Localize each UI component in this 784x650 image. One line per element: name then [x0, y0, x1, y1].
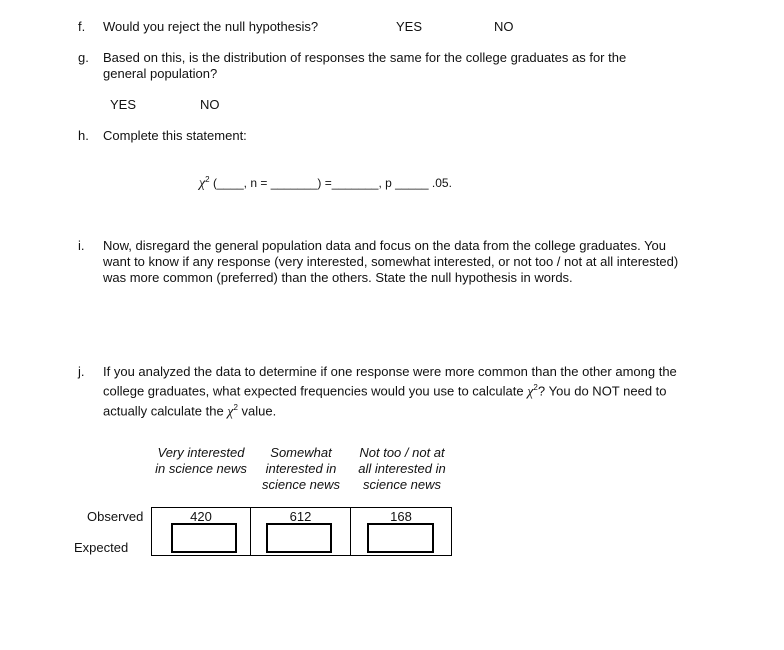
row-label-expected: Expected — [74, 540, 129, 555]
df-blank[interactable]: ____ — [216, 176, 244, 190]
chi-superscript: 2 — [233, 403, 238, 413]
question-h-text: Complete this statement: — [103, 128, 247, 143]
question-g-yes-option[interactable]: YES — [110, 97, 137, 112]
n-blank[interactable]: _______ — [270, 176, 318, 190]
chi-value-blank[interactable]: _______ — [331, 176, 379, 190]
question-f-letter: f. — [78, 19, 86, 34]
chi-superscript: 2 — [533, 383, 538, 392]
chi-symbol: χ — [527, 384, 534, 400]
observed-value-very-interested: 420 — [190, 509, 212, 524]
p-comparison-blank[interactable]: _____ — [395, 176, 429, 190]
chi-square-statement — [199, 175, 452, 192]
chi-superscript: 2 — [205, 175, 210, 184]
question-i-text: Now, disregard the general population data and focus on the data from the college graduates. You want to know if any response (very interested, somewhat interested, or not too / not at all interested) was more common (preferred) than the others. State the null hypothesis in words. — [103, 238, 679, 285]
table-column-very-interested — [151, 507, 251, 556]
question-g-letter: g. — [78, 50, 89, 65]
p-label: , p — [378, 176, 396, 190]
column-header-not-interested: Not too / not at all interested in science news — [358, 445, 446, 492]
question-f-text: Would you reject the null hypothesis? — [103, 19, 319, 34]
column-header-somewhat-interested: Somewhat interested in science news — [261, 445, 341, 492]
question-g-no-option[interactable]: NO — [200, 97, 220, 112]
chi-symbol: χ — [199, 176, 206, 191]
n-label: , n = — [243, 176, 271, 190]
row-label-observed: Observed — [87, 509, 144, 524]
question-j-text-part1: If you analyzed the data to determine if one response were more common than the other among the college graduates, what expected frequencies would you use to calculate — [103, 364, 677, 399]
formula-close-equals: ) = — [317, 176, 332, 190]
question-j-letter: j. — [78, 364, 85, 379]
question-j-text-part3: value. — [237, 403, 277, 419]
question-f-no-option[interactable]: NO — [494, 19, 514, 34]
question-i-letter: i. — [78, 238, 85, 253]
expected-input-not-interested[interactable] — [367, 523, 434, 553]
column-header-very-interested: Very interested in science news — [155, 445, 247, 476]
table-column-not-interested — [350, 507, 452, 556]
question-f-yes-option[interactable]: YES — [396, 19, 423, 34]
observed-value-somewhat-interested: 612 — [289, 509, 312, 524]
question-g-text: Based on this, is the distribution of responses the same for the college graduates as for the general population? — [103, 50, 627, 81]
formula-open: ( — [209, 176, 217, 190]
expected-input-very-interested[interactable] — [171, 523, 237, 553]
observed-value-not-interested: 168 — [390, 509, 412, 524]
alpha-value: .05. — [428, 176, 452, 190]
question-j-text — [103, 364, 688, 421]
question-h-letter: h. — [78, 128, 89, 143]
expected-input-somewhat-interested[interactable] — [266, 523, 332, 553]
question-j-text-part2: ? You do NOT need to actually calculate the — [103, 383, 667, 419]
chi-symbol: χ — [227, 404, 234, 420]
table-column-somewhat-interested — [250, 507, 351, 556]
